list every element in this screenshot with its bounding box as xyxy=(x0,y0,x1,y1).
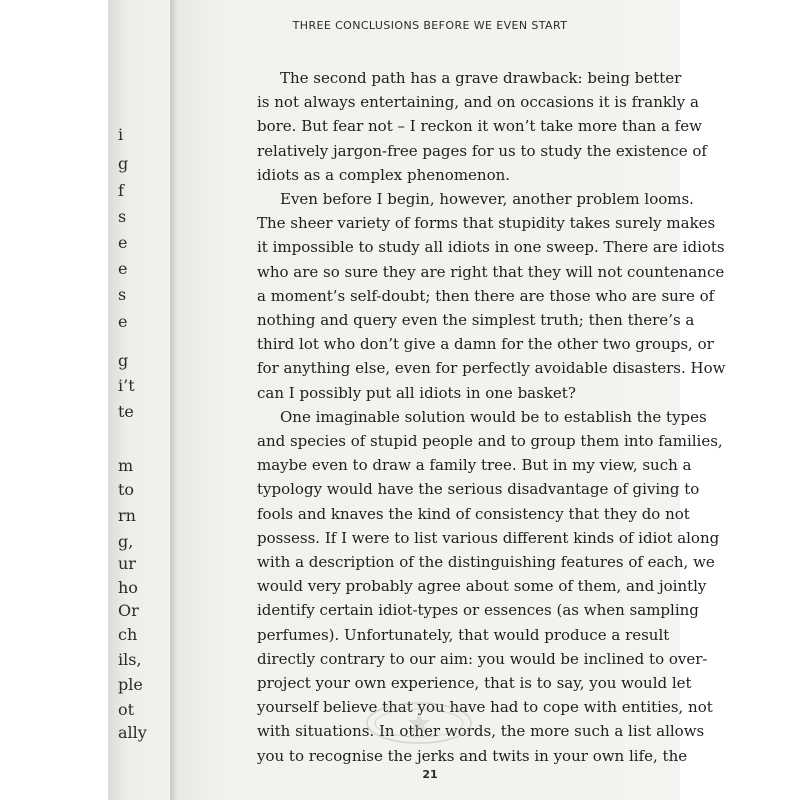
text-line: The second path has a grave drawback: being better xyxy=(280,69,682,87)
left-page-fragment: g, xyxy=(118,532,134,551)
left-page-fragment: e xyxy=(118,233,128,252)
text-line: project your own experience, that is to say, you would let xyxy=(257,674,692,692)
left-page-fragment: f xyxy=(118,181,124,200)
left-page-fragment: g xyxy=(118,154,129,173)
text-line: for anything else, even for perfectly avoidable disasters. How xyxy=(257,359,726,378)
left-page-fragment: g xyxy=(118,351,129,370)
watermark-stamp-icon xyxy=(364,700,474,746)
left-page-edge xyxy=(108,0,178,800)
text-line: identify certain idiot-types or essences (as when sampling xyxy=(257,601,699,620)
left-page-fragment: s xyxy=(118,285,127,304)
left-page-fragment: e xyxy=(118,312,128,331)
text-line: and species of stupid people and to group them into families, xyxy=(257,432,723,450)
text-line: would very probably agree about some of them, and jointly xyxy=(257,577,707,596)
running-head: THREE CONCLUSIONS BEFORE WE EVEN START xyxy=(292,19,568,32)
text-line: The sheer variety of forms that stupidity takes surely makes xyxy=(257,214,716,233)
left-page-fragment: i xyxy=(118,125,124,144)
left-page-fragment: ho xyxy=(118,578,138,597)
left-page-fragment: e xyxy=(118,259,128,278)
text-line: possess. If I were to list various different kinds of idiot along xyxy=(257,528,720,547)
text-line: yourself believe that you have had to cope with entities, not xyxy=(257,698,713,717)
left-page-fragment: i’t xyxy=(118,376,135,395)
text-line: with situations. In other words, the more such a list allows xyxy=(257,722,705,741)
text-line: with a description of the distinguishing features of each, we xyxy=(257,553,715,571)
text-line: you to recognise the jerks and twits in your own life, the xyxy=(257,746,688,765)
left-page-fragment: s xyxy=(118,207,127,226)
text-line: bore. But fear not – I reckon it won’t take more than a few xyxy=(257,117,702,136)
left-page-fragment: ot xyxy=(118,700,135,719)
left-page-fragment: ple xyxy=(118,675,143,694)
text-line: third lot who don’t give a damn for the other two groups, or xyxy=(257,335,714,354)
left-page-fragment: ally xyxy=(118,723,147,742)
text-line: typology would have the serious disadvantage of giving to xyxy=(257,480,700,499)
text-line: maybe even to draw a family tree. But in my view, such a xyxy=(257,456,692,475)
text-line: a moment’s self-doubt; then there are those who are sure of xyxy=(257,286,715,305)
text-line: idiots as a complex phenomenon. xyxy=(257,165,511,184)
page-number: 21 xyxy=(422,768,438,781)
left-page-fragment: m xyxy=(118,456,134,475)
left-page-fragment: Or xyxy=(118,601,139,620)
left-page-fragment: ils, xyxy=(118,650,142,669)
text-line: relatively jargon-free pages for us to study the existence of xyxy=(257,141,707,160)
left-page-fragment: ch xyxy=(118,625,138,644)
left-page-fragment: to xyxy=(118,480,135,499)
text-line: who are so sure they are right that they will not countenance xyxy=(257,262,725,281)
right-page xyxy=(180,0,726,800)
text-line: Even before I begin, however, another problem looms. xyxy=(280,190,694,208)
text-line: can I possibly put all idiots in one basket? xyxy=(257,383,576,402)
text-line: is not always entertaining, and on occasions it is frankly a xyxy=(257,93,699,112)
left-page-fragment: ur xyxy=(118,554,136,573)
text-line: fools and knaves the kind of consistency that they do not xyxy=(257,504,690,523)
left-page-fragment: rn xyxy=(118,506,136,525)
text-line: One imaginable solution would be to establish the types xyxy=(280,407,707,426)
text-line: nothing and query even the simplest truth; then there’s a xyxy=(257,311,695,329)
left-page-fragment: te xyxy=(118,402,134,421)
text-line: perfumes). Unfortunately, that would produce a result xyxy=(257,625,670,644)
text-line: directly contrary to our aim: you would be inclined to over- xyxy=(257,649,708,668)
text-line: it impossible to study all idiots in one sweep. There are idiots xyxy=(257,238,725,257)
